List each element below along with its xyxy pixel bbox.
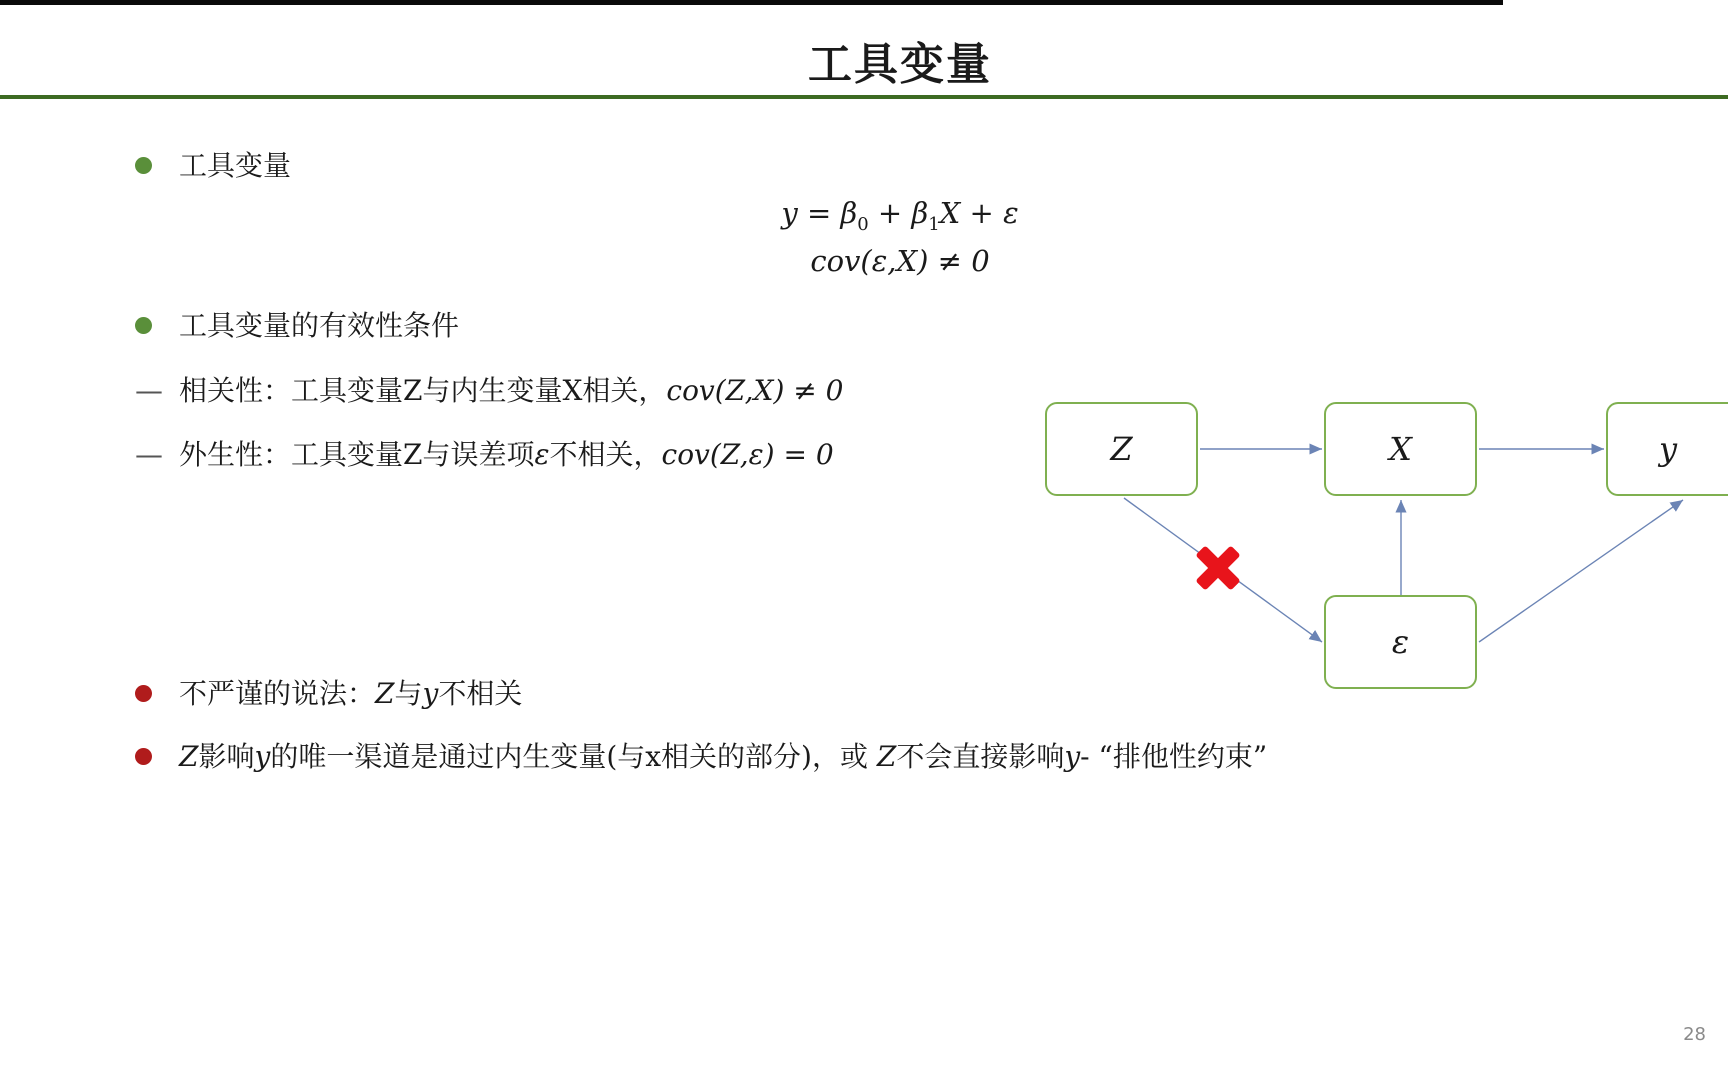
section2-heading: 工具变量的有效性条件 — [179, 309, 460, 342]
condition-exogeneity: — 外生性：工具变量Z与误差项ε不相关，cov(Z,ε) = 0 — [135, 435, 834, 475]
page-number: 28 — [1683, 1024, 1706, 1045]
arrow-eps-to-y — [1479, 500, 1683, 642]
note-exclusion-restriction: Z影响y的唯一渠道是通过内生变量(与x相关的部分)，或 Z不会直接影响y- “排他性约束” — [135, 737, 1267, 777]
relevance-formula: cov(Z,X) ≠ 0 — [666, 374, 844, 407]
node-y: y — [1606, 402, 1728, 496]
cross-icon — [1183, 533, 1254, 604]
dash-icon: — — [135, 374, 163, 407]
equation-regression: $y = \beta_0 + \beta_1X + \varepsilon$ — [781, 196, 1019, 235]
node-x: X — [1324, 402, 1477, 496]
note-imprecise-statement: 不严谨的说法：Z与y不相关 — [135, 674, 522, 714]
node-z: Z — [1045, 402, 1198, 496]
condition-relevance: — 相关性：工具变量Z与内生变量X相关，cov(Z,X) ≠ 0 — [135, 371, 843, 411]
equation-covariance: cov(ε,X) ≠ 0 — [810, 244, 990, 278]
slide-title: 工具变量 — [808, 39, 992, 90]
node-epsilon: ε — [1324, 595, 1477, 689]
exogeneity-formula: cov(Z,ε) = 0 — [661, 438, 834, 471]
dash-icon: — — [135, 438, 163, 471]
section1-heading: 工具变量 — [179, 149, 292, 182]
